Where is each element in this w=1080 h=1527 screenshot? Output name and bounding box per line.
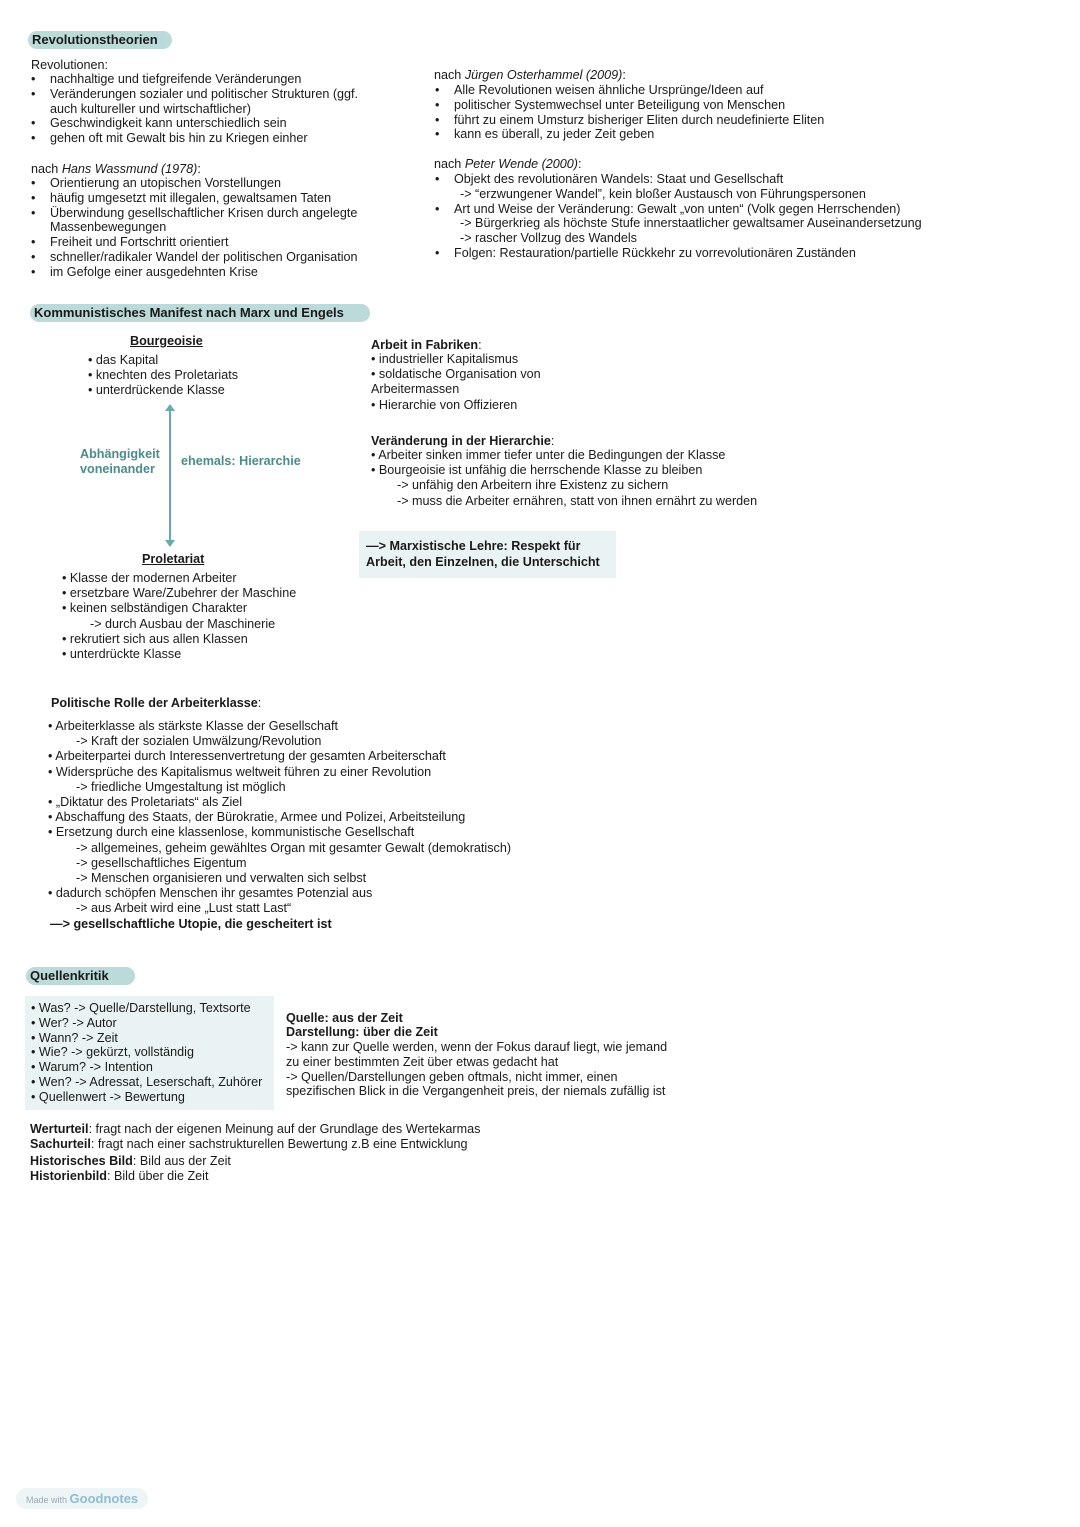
list-item: • Objekt des revolutionären Wandels: Staat und Gesellschaft — [432, 172, 922, 187]
osterhammel-prefix: nach — [434, 68, 465, 82]
factory-title: Arbeit in Fabriken — [371, 338, 479, 352]
explanation-list — [286, 1040, 667, 1099]
list-item: • politischer Systemwechsel unter Beteiligung von Menschen — [432, 98, 824, 113]
wende-list — [432, 172, 922, 261]
intro-label: Revolutionen: — [31, 58, 109, 72]
section-header-manifest: Kommunistisches Manifest nach Marx und Engels — [30, 304, 370, 322]
wende-author: Peter Wende (2000) — [464, 157, 578, 171]
list-item-continuation — [28, 220, 358, 235]
list-item: • unterdrückte Klasse — [62, 647, 182, 662]
wassmund-list — [28, 176, 358, 280]
political-title: Politische Rolle der Arbeiterklasse — [51, 696, 258, 710]
term-historisches-bild — [30, 1154, 231, 1169]
dependence-line-1: Abhängigkeit — [80, 447, 160, 461]
list-item: • kann es überall, zu jeder Zeit geben — [432, 127, 824, 142]
wende-heading — [434, 157, 582, 172]
bourgeoisie-list — [88, 353, 238, 399]
wende-prefix: nach — [434, 157, 465, 171]
list-item-sub: -> unfähig den Arbeitern ihre Existenz zu sichern — [397, 478, 669, 493]
osterhammel-author: Jürgen Osterhammel (2009) — [464, 68, 623, 82]
darstellung-definition: Darstellung: über die Zeit — [286, 1025, 438, 1039]
marxist-teaching-box — [359, 531, 616, 578]
list-item: • das Kapital — [88, 353, 159, 367]
list-item: • Bourgeoisie ist unfähig die herrschende Klasse zu bleiben — [371, 463, 703, 478]
list-item-sub: -> durch Ausbau der Maschinerie — [90, 616, 276, 631]
list-item: • Warum? -> Intention — [31, 1060, 153, 1075]
list-item: spezifischen Blick in die Vergangenheit preis, der niemals zufällig ist — [286, 1084, 666, 1099]
list-item: • unterdrückende Klasse — [88, 383, 225, 398]
hierarchy-change-list — [371, 448, 757, 509]
list-item-sub: -> gesellschaftliches Eigentum — [76, 855, 247, 870]
term-sachurteil — [30, 1137, 468, 1152]
list-item: • keinen selbständigen Charakter — [62, 601, 248, 616]
factory-heading — [371, 338, 482, 353]
intro-list — [28, 72, 358, 146]
term-historienbild — [30, 1169, 208, 1184]
osterhammel-list — [432, 83, 824, 142]
list-item-sub: -> friedliche Umgestaltung ist möglich — [76, 779, 286, 794]
wassmund-author: Hans Wassmund (1978) — [61, 162, 198, 176]
list-item: • Orientierung an utopischen Vorstellungen — [28, 176, 358, 191]
dependence-line-2: voneinander — [80, 462, 155, 476]
hierarchy-change-title: Veränderung in der Hierarchie — [371, 434, 551, 448]
list-item: • Abschaffung des Staats, der Bürokratie, Armee und Polizei, Arbeitsteilung — [48, 810, 466, 825]
list-item-sub: -> allgemeines, geheim gewähltes Organ mit gesamter Gewalt (demokratisch) — [76, 840, 512, 855]
list-item: • dadurch schöpfen Menschen ihr gesamtes Potenzial aus — [48, 886, 373, 901]
list-item: • industrieller Kapitalismus — [371, 352, 519, 366]
list-item-sub — [432, 187, 922, 202]
marxist-line-2: Arbeit, den Einzelnen, die Unterschicht — [366, 555, 600, 569]
term-def: : fragt nach der eigenen Meinung auf der Grundlage des Wertekarmas — [88, 1122, 481, 1136]
proletariat-title: Proletariat — [142, 552, 205, 566]
list-item: • schneller/radikaler Wandel der politischen Organisation — [28, 250, 358, 265]
arrow-down-icon — [165, 540, 175, 547]
term-werturteil — [30, 1122, 480, 1137]
made-with-label: Made with — [26, 1495, 68, 1505]
list-item: • soldatische Organisation von — [371, 367, 541, 382]
term-def: : Bild über die Zeit — [106, 1169, 209, 1183]
list-item-continuation — [28, 102, 358, 117]
hierarchy-label: ehemals: Hierarchie — [181, 454, 301, 468]
list-item: • knechten des Proletariats — [88, 368, 239, 383]
list-item: • Hierarchie von Offizieren — [371, 397, 518, 412]
list-item: • häufig umgesetzt mit illegalen, gewaltsamen Taten — [28, 191, 358, 206]
proletariat-list — [62, 571, 296, 662]
hierarchy-change-heading — [371, 434, 554, 449]
list-item: • Wer? -> Autor — [31, 1015, 117, 1030]
list-item: • ersetzbare Ware/Zubehrer der Maschine — [62, 586, 297, 601]
questions-list — [31, 1001, 262, 1105]
list-item: • Veränderungen sozialer und politischer Strukturen (ggf. — [28, 87, 358, 102]
list-item-sub — [432, 231, 922, 246]
section-header-revolutionstheorien: Revolutionstheorien — [28, 31, 172, 49]
term-name: Sachurteil — [30, 1137, 91, 1151]
political-list — [48, 719, 511, 932]
questions-box — [25, 996, 274, 1110]
list-item: • Art und Weise der Veränderung: Gewalt „von unten“ (Volk gegen Herrschenden) — [432, 202, 922, 217]
wassmund-heading — [31, 162, 201, 177]
list-item: • Arbeiterpartei durch Interessenvertretung der gesamten Arbeiterschaft — [48, 749, 446, 764]
list-item: • Ersetzung durch eine klassenlose, kommunistische Gesellschaft — [48, 825, 415, 840]
list-item: • Quellenwert -> Bewertung — [31, 1089, 185, 1104]
bourgeoisie-title: Bourgeoisie — [130, 334, 203, 348]
list-item: • „Diktatur des Proletariats“ als Ziel — [48, 795, 243, 810]
factory-list — [371, 352, 541, 413]
list-item: • Wann? -> Zeit — [31, 1030, 118, 1045]
list-item: • Klasse der modernen Arbeiter — [62, 571, 237, 585]
list-item: -> Quellen/Darstellungen geben oftmals, nicht immer, einen — [286, 1069, 618, 1084]
list-item: • nachhaltige und tiefgreifende Veränderungen — [28, 72, 358, 87]
wassmund-suffix: : — [197, 162, 201, 176]
list-item: • Wie? -> gekürzt, vollständig — [31, 1045, 194, 1060]
list-item-sub — [432, 216, 922, 231]
list-item: • Geschwindigkeit kann unterschiedlich sein — [28, 116, 358, 131]
political-colon: : — [257, 696, 262, 710]
list-item: • Alle Revolutionen weisen ähnliche Ursprünge/Ideen auf — [432, 83, 824, 98]
list-item: • Widersprüche des Kapitalismus weltweit führen zu einer Revolution — [48, 764, 432, 779]
section-header-quellenkritik: Quellenkritik — [26, 967, 135, 985]
list-item: Arbeitermassen — [371, 382, 460, 397]
list-item: • Was? -> Quelle/Darstellung, Textsorte — [31, 1001, 251, 1015]
term-name: Historienbild — [30, 1169, 107, 1183]
goodnotes-logo: Goodnotes — [69, 1491, 139, 1506]
arrow-line — [169, 408, 171, 542]
list-item: • gehen oft mit Gewalt bis hin zu Kriegen einher — [28, 131, 358, 146]
list-item: • Arbeiter sinken immer tiefer unter die Bedingungen der Klasse — [371, 448, 726, 462]
list-item-sub: -> Kraft der sozialen Umwälzung/Revolution — [76, 734, 322, 749]
term-name: Historisches Bild — [30, 1154, 133, 1168]
list-item: • Folgen: Restauration/partielle Rückkehr zu vorrevolutionären Zuständen — [432, 246, 922, 261]
goodnotes-watermark — [16, 1488, 148, 1509]
wassmund-prefix: nach — [31, 162, 62, 176]
list-item-sub: -> muss die Arbeiter ernähren, statt von ihnen ernährt zu werden — [397, 493, 758, 508]
term-def: : fragt nach einer sachstrukturellen Bewertung z.B eine Entwicklung — [90, 1137, 468, 1151]
sub-text: -> rascher Vollzug des Wandels — [460, 231, 637, 246]
sub-text: -> “erzwungener Wandel”, kein bloßer Austausch von Führungspersonen — [460, 186, 866, 201]
list-item-sub: -> aus Arbeit wird eine „Lust statt Last“ — [76, 901, 292, 916]
quelle-definition: Quelle: aus der Zeit — [286, 1011, 403, 1025]
list-item: • führt zu einem Umsturz bisheriger Eliten durch neudefinierte Eliten — [432, 113, 824, 128]
osterhammel-heading — [434, 68, 626, 83]
hierarchy-change-colon: : — [550, 434, 555, 448]
list-item: -> kann zur Quelle werden, wenn der Fokus darauf liegt, wie jemand — [286, 1040, 668, 1054]
list-item: zu einer bestimmten Zeit über etwas gedacht hat — [286, 1054, 559, 1069]
marxist-line-1: —> Marxistische Lehre: Respekt für — [366, 539, 581, 553]
continuation-text: auch kultureller und wirtschaftlicher) — [50, 101, 251, 116]
wende-suffix: : — [578, 157, 582, 171]
list-item-sub: -> Menschen organisieren und verwalten sich selbst — [76, 871, 367, 886]
term-def: : Bild aus der Zeit — [132, 1154, 231, 1168]
political-conclusion: —> gesellschaftliche Utopie, die gescheitert ist — [50, 916, 332, 931]
list-item: • Arbeiterklasse als stärkste Klasse der Gesellschaft — [48, 719, 338, 733]
factory-colon: : — [478, 338, 482, 352]
list-item: • im Gefolge einer ausgedehnten Krise — [28, 265, 358, 280]
dependence-label — [80, 447, 160, 477]
sub-text: -> Bürgerkrieg als höchste Stufe innerstaatlicher gewaltsamer Auseinandersetzung — [460, 216, 922, 231]
list-item: • Wen? -> Adressat, Leserschaft, Zuhörer — [31, 1074, 263, 1089]
term-name: Werturteil — [30, 1122, 89, 1136]
political-heading — [51, 696, 261, 711]
list-item: • rekrutiert sich aus allen Klassen — [62, 631, 248, 646]
list-item: • Überwindung gesellschaftlicher Krisen durch angelegte — [28, 206, 358, 221]
list-item: • Freiheit und Fortschritt orientiert — [28, 235, 358, 250]
continuation-text: Massenbewegungen — [50, 220, 167, 235]
osterhammel-suffix: : — [622, 68, 626, 82]
